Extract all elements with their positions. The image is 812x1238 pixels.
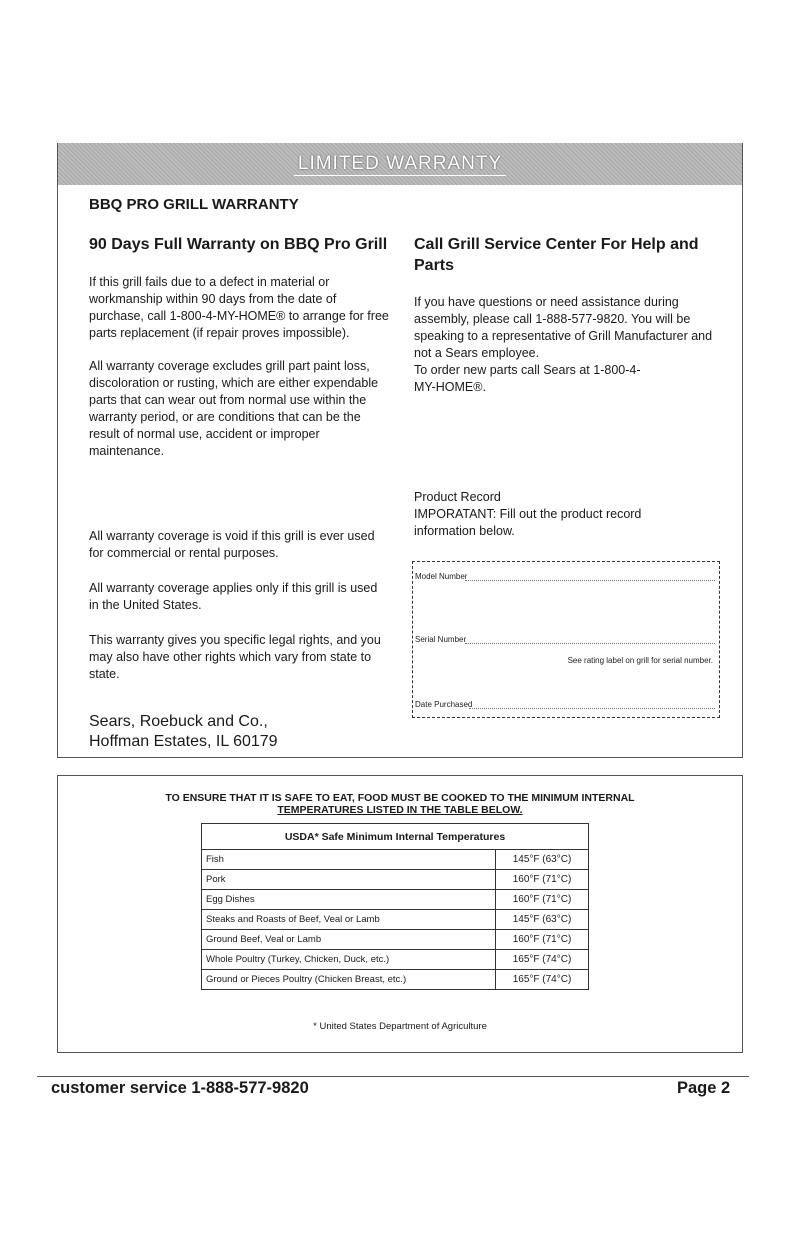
table-row [202,930,589,950]
temperature-cell: 160°F (71°C) [496,890,589,910]
table-row [202,970,589,990]
usda-footnote: * United States Department of Agriculture [313,1021,487,1032]
warranty-paragraph-commercial: All warranty coverage is void if this grill is ever used for commercial or rental purposes. [89,529,375,560]
warranty-title: BBQ PRO GRILL WARRANTY [89,196,299,213]
food-cell: Fish [202,850,496,870]
temperatures-intro-line2: TEMPERATURES LISTED IN THE TABLE BELOW. [277,804,523,816]
temperature-table [201,823,589,990]
table-header-row [202,824,589,850]
warranty-paragraph-us-only: All warranty coverage applies only if this grill is used in the United States. [89,581,378,612]
food-cell: Pork [202,870,496,890]
date-purchased-label: Date Purchased [415,700,473,709]
company-address [89,712,389,752]
page-number: Page 2 [677,1079,731,1097]
customer-service-footer: customer service 1-888-577-9820 [51,1079,309,1097]
company-name: Sears, Roebuck and Co., [89,713,268,730]
service-center-heading: Call Grill Service Center For Help and Parts [414,236,699,274]
model-number-label: Model Number [415,572,468,581]
warranty-paragraph-defects: If this grill fails due to a defect in material or workmanship within 90 days from the date of purchase, call 1-800-4-MY-HOME® to arrange for free parts replacement (if repair proves impossible). [89,275,389,340]
food-cell: Whole Poultry (Turkey, Chicken, Duck, etc.) [202,950,496,970]
warranty-paragraph-exclusions: All warranty coverage excludes grill part paint loss, discoloration or rusting, which are either expendable parts that can wear out from normal use within the warranty period, or are conditions that can be the result of normal use, accident or improper maintenance. [89,359,379,458]
table-row [202,850,589,870]
product-record-form [412,561,720,718]
food-cell: Ground or Pieces Poultry (Chicken Breast, etc.) [202,970,496,990]
temperature-cell: 165°F (74°C) [496,970,589,990]
temperature-cell: 145°F (63°C) [496,850,589,870]
model-number-field[interactable] [465,580,715,581]
food-cell: Ground Beef, Veal or Lamb [202,930,496,950]
product-record-important: IMPORATANT: Fill out the product record information below. [414,507,642,538]
temperature-table-header: USDA* Safe Minimum Internal Temperatures [202,824,589,850]
company-city: Hoffman Estates, IL 60179 [89,733,278,750]
warranty-section [57,143,743,758]
date-purchased-field[interactable] [469,708,715,709]
full-warranty-heading: 90 Days Full Warranty on BBQ Pro Grill [89,236,388,253]
table-row [202,910,589,930]
serial-number-note: See rating label on grill for serial number. [567,656,713,665]
footer-divider [37,1076,749,1077]
table-row [202,870,589,890]
temperature-cell: 160°F (71°C) [496,870,589,890]
food-cell: Steaks and Roasts of Beef, Veal or Lamb [202,910,496,930]
serial-number-field[interactable] [465,643,715,644]
warranty-banner-title: LIMITED WARRANTY [294,153,506,176]
food-cell: Egg Dishes [202,890,496,910]
temperatures-intro-line1: TO ENSURE THAT IT IS SAFE TO EAT, FOOD MUST BE COOKED TO THE MINIMUM INTERNAL [165,792,635,804]
serial-number-label: Serial Number [415,635,467,644]
temperatures-intro [58,792,742,816]
warranty-banner [58,143,742,185]
table-row [202,890,589,910]
temperature-cell: 145°F (63°C) [496,910,589,930]
temperature-cell: 165°F (74°C) [496,950,589,970]
warranty-paragraph-legal-rights: This warranty gives you specific legal rights, and you may also have other rights which vary from state to state. [89,633,381,681]
product-record-title: Product Record [414,490,501,504]
temperature-cell: 160°F (71°C) [496,930,589,950]
safe-temperatures-section [57,775,743,1053]
service-center-paragraph: If you have questions or need assistance during assembly, please call 1-888-577-9820. You will be speaking to a representative of Grill Manufacturer and not a Sears employee. [414,295,713,360]
order-parts-paragraph: To order new parts call Sears at 1-800-4-MY-HOME®. [414,363,641,394]
table-row [202,950,589,970]
